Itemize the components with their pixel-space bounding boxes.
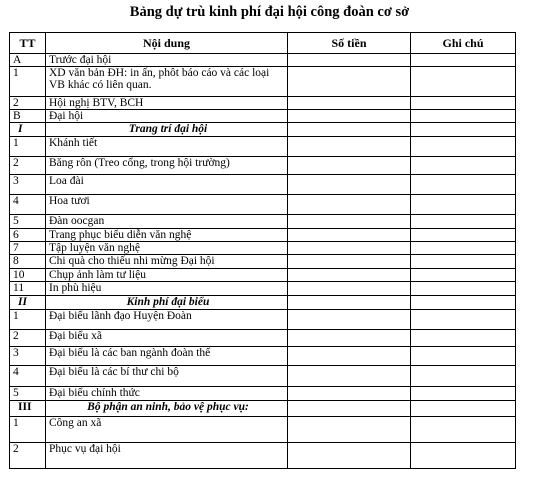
- amount-cell: [288, 417, 411, 443]
- table-row: [10, 269, 516, 282]
- note-cell: [411, 401, 516, 417]
- row-content: Đại biểu là các ban ngành đoàn thể: [46, 347, 288, 366]
- row-content: Đại biểu là các bí thư chi bộ: [46, 366, 288, 387]
- amount-cell: [288, 229, 411, 242]
- note-cell: [411, 366, 516, 387]
- table-row: [10, 54, 516, 67]
- amount-cell: [288, 175, 411, 195]
- row-number: 1: [10, 417, 46, 443]
- budget-table: [9, 32, 516, 469]
- table-row: [10, 282, 516, 296]
- note-cell: [411, 137, 516, 157]
- note-cell: [411, 282, 516, 296]
- table-header-row: [10, 33, 516, 54]
- row-number: 1: [10, 137, 46, 157]
- table-row: [10, 443, 516, 469]
- table-row: [10, 137, 516, 157]
- row-content: Trước đại hội: [46, 54, 288, 67]
- table-row: [10, 157, 516, 175]
- row-content: Băng rôn (Treo cổng, trong hội trường): [46, 157, 288, 175]
- row-number: III: [10, 401, 46, 417]
- row-number: 6: [10, 229, 46, 242]
- amount-cell: [288, 195, 411, 215]
- note-cell: [411, 175, 516, 195]
- amount-cell: [288, 387, 411, 401]
- row-content: Công an xã: [46, 417, 288, 443]
- amount-cell: [288, 255, 411, 269]
- row-number: 3: [10, 347, 46, 366]
- amount-cell: [288, 157, 411, 175]
- amount-cell: [288, 242, 411, 255]
- row-number: B: [10, 110, 46, 123]
- amount-cell: [288, 123, 411, 137]
- row-content: XD văn bản ĐH: in ấn, phôt báo cáo và các loại VB khác có liên quan.: [46, 67, 288, 97]
- row-content: Chi quà cho thiếu nhi mừng Đại hội: [46, 255, 288, 269]
- table-row: [10, 175, 516, 195]
- row-content: Hoa tươi: [46, 195, 288, 215]
- row-content: Đại hội: [46, 110, 288, 123]
- table-row: [10, 255, 516, 269]
- table-row: [10, 347, 516, 366]
- section-row: [10, 123, 516, 137]
- row-number: 1: [10, 67, 46, 97]
- section-title: Bộ phận an ninh, bảo vệ phục vụ:: [46, 401, 288, 417]
- row-number: 5: [10, 215, 46, 229]
- row-number: I: [10, 123, 46, 137]
- note-cell: [411, 310, 516, 330]
- row-number: 2: [10, 157, 46, 175]
- amount-cell: [288, 67, 411, 97]
- row-number: 2: [10, 97, 46, 110]
- amount-cell: [288, 215, 411, 229]
- row-number: 4: [10, 366, 46, 387]
- header-tt: TT: [10, 33, 46, 54]
- table-row: [10, 110, 516, 123]
- row-number: 8: [10, 255, 46, 269]
- header-so-tien: Số tiền: [288, 33, 411, 54]
- row-content: Loa đài: [46, 175, 288, 195]
- note-cell: [411, 296, 516, 310]
- section-row: [10, 296, 516, 310]
- row-content: Tập luyện văn nghệ: [46, 242, 288, 255]
- section-row: [10, 401, 516, 417]
- row-content: Phục vụ đại hội: [46, 443, 288, 469]
- amount-cell: [288, 269, 411, 282]
- amount-cell: [288, 401, 411, 417]
- row-number: II: [10, 296, 46, 310]
- note-cell: [411, 387, 516, 401]
- row-content: Trang phục biểu diễn văn nghệ: [46, 229, 288, 242]
- row-number: 4: [10, 195, 46, 215]
- table-row: [10, 97, 516, 110]
- amount-cell: [288, 347, 411, 366]
- amount-cell: [288, 366, 411, 387]
- amount-cell: [288, 310, 411, 330]
- row-content: Đại biểu chính thức: [46, 387, 288, 401]
- table-row: [10, 229, 516, 242]
- header-ghi-chu: Ghi chú: [411, 33, 516, 54]
- note-cell: [411, 242, 516, 255]
- note-cell: [411, 215, 516, 229]
- row-number: 11: [10, 282, 46, 296]
- note-cell: [411, 269, 516, 282]
- note-cell: [411, 157, 516, 175]
- document-title: Bảng dự trù kinh phí đại hội công đoàn cơ sở: [129, 4, 410, 20]
- table-row: [10, 310, 516, 330]
- row-number: A: [10, 54, 46, 67]
- note-cell: [411, 123, 516, 137]
- row-content: Đàn oocgan: [46, 215, 288, 229]
- note-cell: [411, 195, 516, 215]
- note-cell: [411, 417, 516, 443]
- table-row: [10, 366, 516, 387]
- section-title: Kinh phí đại biểu: [46, 296, 288, 310]
- amount-cell: [288, 54, 411, 67]
- note-cell: [411, 229, 516, 242]
- table-row: [10, 242, 516, 255]
- amount-cell: [288, 330, 411, 347]
- row-number: 2: [10, 330, 46, 347]
- table-row: [10, 330, 516, 347]
- table-row: [10, 195, 516, 215]
- row-content: In phù hiệu: [46, 282, 288, 296]
- note-cell: [411, 347, 516, 366]
- amount-cell: [288, 282, 411, 296]
- row-number: 7: [10, 242, 46, 255]
- note-cell: [411, 54, 516, 67]
- table-row: [10, 387, 516, 401]
- amount-cell: [288, 296, 411, 310]
- amount-cell: [288, 443, 411, 469]
- note-cell: [411, 255, 516, 269]
- row-content: Hội nghị BTV, BCH: [46, 97, 288, 110]
- note-cell: [411, 110, 516, 123]
- table-row: [10, 417, 516, 443]
- table-body: [10, 54, 516, 469]
- note-cell: [411, 97, 516, 110]
- row-number: 5: [10, 387, 46, 401]
- note-cell: [411, 330, 516, 347]
- row-content: Đại biểu xã: [46, 330, 288, 347]
- note-cell: [411, 67, 516, 97]
- row-content: Khánh tiết: [46, 137, 288, 157]
- row-content: Chụp ảnh làm tư liệu: [46, 269, 288, 282]
- note-cell: [411, 443, 516, 469]
- row-content: Đại biểu lãnh đạo Huyện Đoàn: [46, 310, 288, 330]
- amount-cell: [288, 97, 411, 110]
- row-number: 3: [10, 175, 46, 195]
- header-noi-dung: Nội dung: [46, 33, 288, 54]
- amount-cell: [288, 110, 411, 123]
- amount-cell: [288, 137, 411, 157]
- row-number: 10: [10, 269, 46, 282]
- row-number: 2: [10, 443, 46, 469]
- row-number: 1: [10, 310, 46, 330]
- table-row: [10, 67, 516, 97]
- table-row: [10, 215, 516, 229]
- section-title: Trang trí đại hội: [46, 123, 288, 137]
